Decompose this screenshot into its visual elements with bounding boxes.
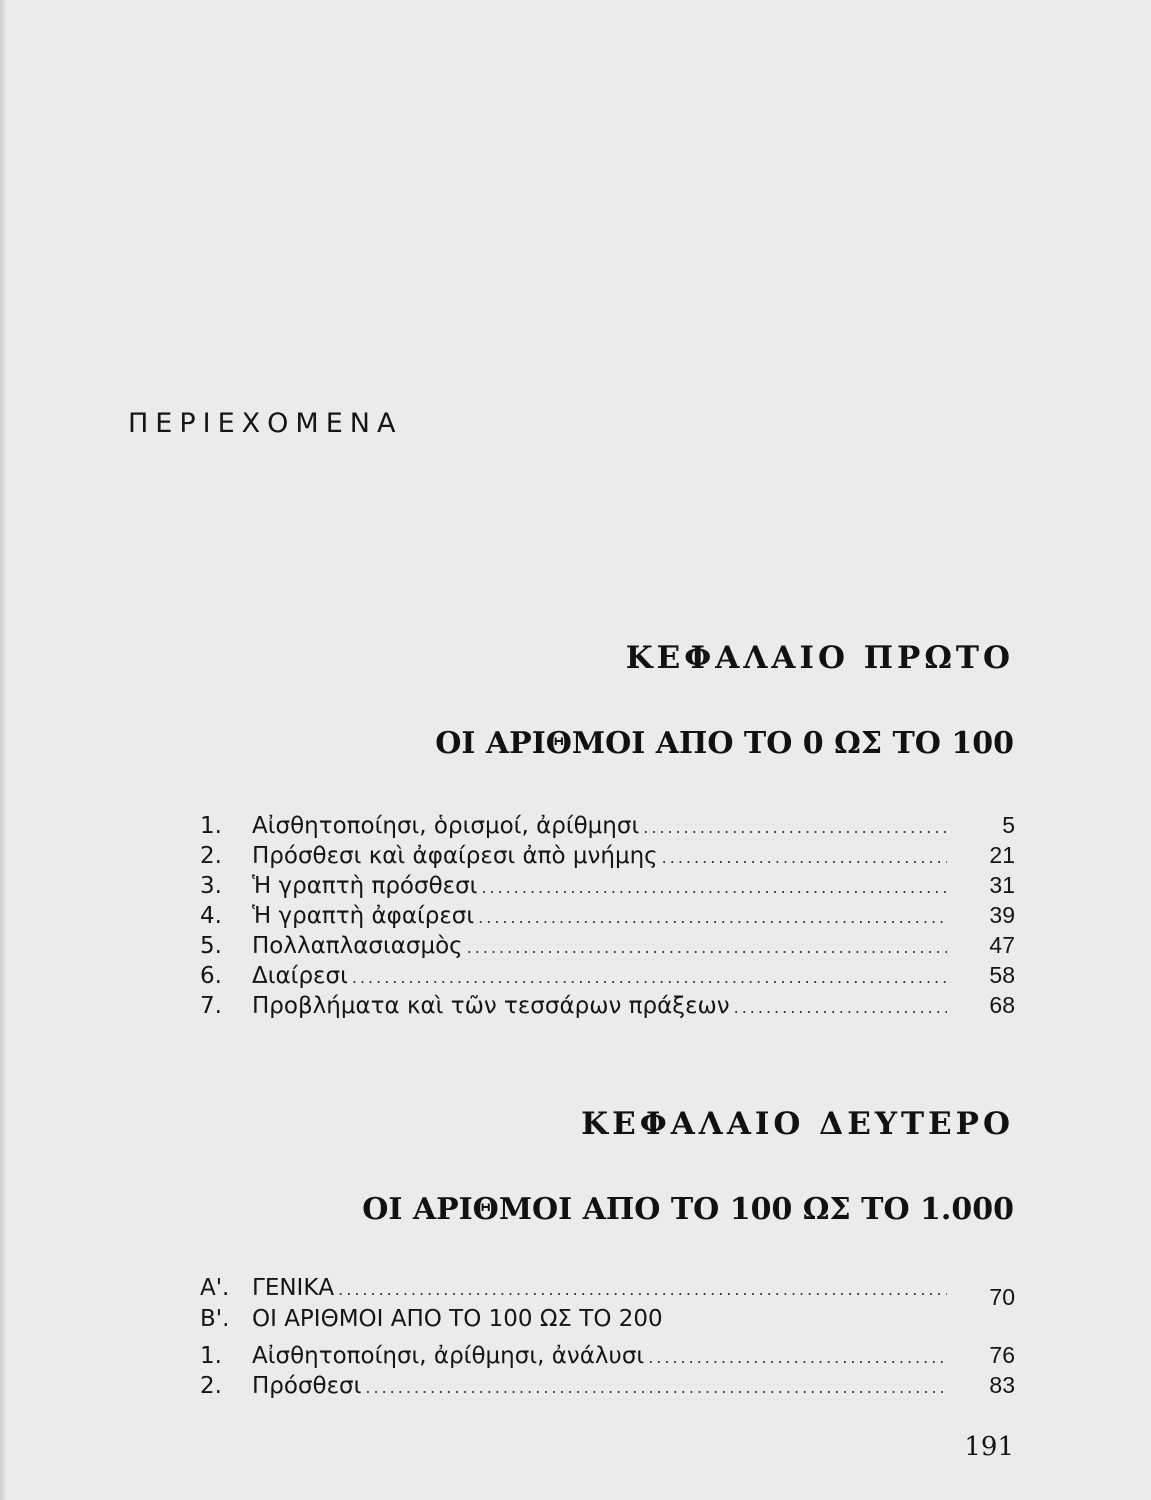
toc-entry[interactable] xyxy=(200,962,1015,992)
entry-page: 58 xyxy=(989,962,1015,988)
entry-label: ΓΕΝΙΚΑ xyxy=(252,1275,335,1301)
entry-page: 76 xyxy=(989,1342,1015,1368)
entry-page: 39 xyxy=(989,902,1015,928)
dot-leader xyxy=(648,1348,947,1367)
dot-leader xyxy=(352,968,947,987)
entry-label: ΟΙ ΑΡΙΘΜΟΙ ΑΠΟ ΤΟ 100 ΩΣ ΤΟ 200 xyxy=(252,1306,663,1332)
toc-entry[interactable] xyxy=(200,902,1015,932)
toc-entry[interactable] xyxy=(200,1372,1015,1402)
entry-label: Πρόσθεσι καὶ ἀφαίρεσι ἀπὸ μνήμης xyxy=(252,843,658,869)
dot-leader xyxy=(478,908,947,927)
dot-leader xyxy=(338,1280,947,1299)
entry-label: Προβλήματα καὶ τῶν τεσσάρων πράξεων xyxy=(252,993,730,1019)
entry-number: 3. xyxy=(200,873,222,899)
chapter-2-subtitle: ΟΙ ΑΡΙΘΜΟΙ ΑΠΟ ΤΟ 100 ΩΣ ΤΟ 1.000 xyxy=(362,1192,1014,1227)
entry-label: Πολλαπλασιασμὸς xyxy=(252,933,463,959)
page-number: 191 xyxy=(964,1432,1014,1462)
toc-entry[interactable] xyxy=(200,1306,1015,1342)
entry-page: 47 xyxy=(989,932,1015,958)
entry-number: 7. xyxy=(200,993,222,1019)
entry-page: 70 xyxy=(989,1284,1015,1310)
entry-label: Ἡ γραπτὴ πρόσθεσι xyxy=(252,873,478,899)
chapter-1-toc xyxy=(200,812,1015,1022)
entry-page: 21 xyxy=(989,842,1015,868)
dot-leader xyxy=(365,1378,947,1397)
entry-page: 31 xyxy=(989,872,1015,898)
entry-number: Β'. xyxy=(200,1306,230,1332)
entry-label: Αἰσθητοποίησι, ὁρισμοί, ἀρίθμησι xyxy=(252,813,640,839)
entry-page: 68 xyxy=(989,992,1015,1018)
chapter-1-subtitle: ΟΙ ΑΡΙΘΜΟΙ ΑΠΟ ΤΟ 0 ΩΣ ΤΟ 100 xyxy=(435,726,1014,761)
entry-label: Αἰσθητοποίησι, ἀρίθμησι, ἀνάλυσι xyxy=(252,1343,645,1369)
chapter-2-heading: ΚΕΦΑΛΑΙΟ ΔΕΥΤΕΡΟ xyxy=(581,1106,1014,1142)
toc-entry[interactable] xyxy=(200,872,1015,902)
dot-leader xyxy=(734,998,947,1017)
entry-number: 1. xyxy=(200,1343,222,1369)
entry-number: 6. xyxy=(200,963,222,989)
dot-leader xyxy=(643,818,947,837)
dot-leader xyxy=(467,938,947,957)
dot-leader xyxy=(662,848,947,867)
toc-entry[interactable] xyxy=(200,842,1015,872)
entry-number: 5. xyxy=(200,933,222,959)
entry-number: 4. xyxy=(200,903,222,929)
entry-page: 5 xyxy=(1002,812,1015,838)
entry-number: 2. xyxy=(200,843,222,869)
entry-number: 1. xyxy=(200,813,222,839)
page-edge xyxy=(0,0,6,1500)
chapter-2-toc xyxy=(200,1274,1015,1402)
entry-number: 2. xyxy=(200,1373,222,1399)
entry-label: Ἡ γραπτὴ ἀφαίρεσι xyxy=(252,903,475,929)
toc-entry[interactable] xyxy=(200,1342,1015,1372)
dot-leader xyxy=(481,878,947,897)
entry-label: Πρόσθεσι xyxy=(252,1373,362,1399)
entry-label: Διαίρεσι xyxy=(252,963,348,989)
toc-entry[interactable] xyxy=(200,1274,1015,1310)
toc-entry[interactable] xyxy=(200,992,1015,1022)
toc-entry[interactable] xyxy=(200,812,1015,842)
entry-page: 83 xyxy=(989,1372,1015,1398)
chapter-1-heading: ΚΕΦΑΛΑΙΟ ΠΡΩΤΟ xyxy=(625,640,1014,676)
entry-number: Α'. xyxy=(200,1275,230,1301)
toc-entry[interactable] xyxy=(200,932,1015,962)
page-title: ΠΕΡΙΕΧΟΜΕΝΑ xyxy=(128,408,403,439)
